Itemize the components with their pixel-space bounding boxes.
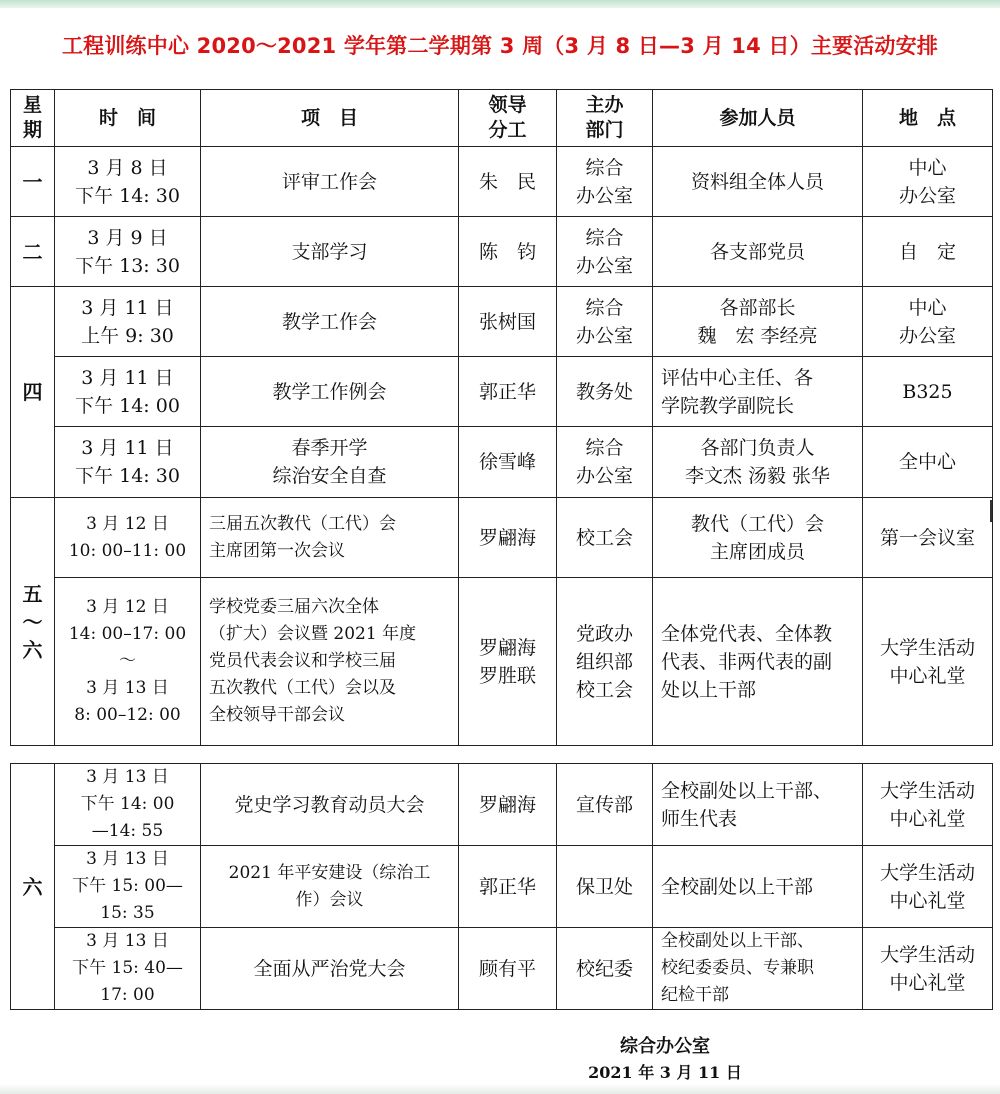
- place-cell: 中心 办公室: [863, 147, 993, 217]
- item-cell: 学校党委三届六次全体 （扩大）会议暨 2021 年度 党员代表会议和学校三届 五次教代（工代）会以及 全校领导干部会议: [201, 578, 459, 746]
- item-cell: 2021 年平安建设（综治工 作）会议: [201, 846, 459, 928]
- place-cell: 自 定: [863, 217, 993, 287]
- dept-cell: 综合 办公室: [557, 147, 653, 217]
- day-cell: 四: [11, 287, 55, 498]
- time-cell: 3 月 9 日 下午 13: 30: [55, 217, 201, 287]
- leader-cell: 郭正华: [459, 357, 557, 427]
- header-day: 星 期: [11, 90, 55, 147]
- leader-cell: 徐雪峰: [459, 427, 557, 498]
- item-cell: 全面从严治党大会: [201, 928, 459, 1010]
- place-cell: 大学生活动 中心礼堂: [863, 764, 993, 846]
- item-cell: 三届五次教代（工代）会 主席团第一次会议: [201, 498, 459, 578]
- dept-cell: 保卫处: [557, 846, 653, 928]
- place-cell: 中心 办公室: [863, 287, 993, 357]
- time-cell: 3 月 11 日 下午 14: 30: [55, 427, 201, 498]
- time-cell: 3 月 12 日 14: 00–17: 00 ～ 3 月 13 日 8: 00–12: 00: [55, 578, 201, 746]
- header-item: 项 目: [201, 90, 459, 147]
- table-row: [11, 287, 993, 357]
- table-row: [11, 578, 993, 746]
- place-cell: 大学生活动 中心礼堂: [863, 928, 993, 1010]
- time-cell: 3 月 13 日 下午 14: 00 —14: 55: [55, 764, 201, 846]
- header-dept: 主办 部门: [557, 90, 653, 147]
- leader-cell: 顾有平: [459, 928, 557, 1010]
- dept-cell: 教务处: [557, 357, 653, 427]
- dept-cell: 综合 办公室: [557, 287, 653, 357]
- dept-cell: 校工会: [557, 498, 653, 578]
- time-cell: 3 月 13 日 下午 15: 40— 17: 00: [55, 928, 201, 1010]
- table-row: [11, 427, 993, 498]
- day-cell: 二: [11, 217, 55, 287]
- schedule-table-saturday: [10, 763, 993, 1010]
- time-cell: 3 月 12 日 10: 00–11: 00: [55, 498, 201, 578]
- header-leader: 领导 分工: [459, 90, 557, 147]
- people-cell: 全校副处以上干部、 校纪委委员、专兼职 纪检干部: [653, 928, 863, 1010]
- time-cell: 3 月 11 日 下午 14: 00: [55, 357, 201, 427]
- people-cell: 各部门负责人 李文杰 汤毅 张华: [653, 427, 863, 498]
- table-row: [11, 217, 993, 287]
- place-cell: 第一会议室: [863, 498, 993, 578]
- edge-mark: [990, 500, 992, 522]
- item-cell: 评审工作会: [201, 147, 459, 217]
- table-row: [11, 846, 993, 928]
- place-cell: 大学生活动 中心礼堂: [863, 846, 993, 928]
- dept-cell: 综合 办公室: [557, 217, 653, 287]
- schedule-table-weekdays: [10, 89, 993, 746]
- people-cell: 全校副处以上干部、 师生代表: [653, 764, 863, 846]
- item-cell: 教学工作例会: [201, 357, 459, 427]
- leader-cell: 罗翩海: [459, 498, 557, 578]
- item-cell: 春季开学 综治安全自查: [201, 427, 459, 498]
- day-cell: 六: [11, 764, 55, 1010]
- people-cell: 全体党代表、全体教 代表、非两代表的副 处以上干部: [653, 578, 863, 746]
- place-cell: B325: [863, 357, 993, 427]
- day-cell: 五～六: [11, 498, 55, 746]
- item-cell: 党史学习教育动员大会: [201, 764, 459, 846]
- table-row: [11, 498, 993, 578]
- header-people: 参加人员: [653, 90, 863, 147]
- top-color-strip: [0, 0, 1000, 8]
- time-cell: 3 月 11 日 上午 9: 30: [55, 287, 201, 357]
- table-row: [11, 147, 993, 217]
- day-cell: 一: [11, 147, 55, 217]
- table-row: [11, 928, 993, 1010]
- place-cell: 全中心: [863, 427, 993, 498]
- people-cell: 教代（工代）会 主席团成员: [653, 498, 863, 578]
- header-place: 地 点: [863, 90, 993, 147]
- leader-cell: 郭正华: [459, 846, 557, 928]
- footer-org: 综合办公室: [620, 1036, 710, 1057]
- leader-cell: 陈 钧: [459, 217, 557, 287]
- table-header-row: [11, 90, 993, 147]
- dept-cell: 校纪委: [557, 928, 653, 1010]
- people-cell: 各支部党员: [653, 217, 863, 287]
- people-cell: 评估中心主任、各 学院教学副院长: [653, 357, 863, 427]
- leader-cell: 朱 民: [459, 147, 557, 217]
- header-time: 时 间: [55, 90, 201, 147]
- item-cell: 教学工作会: [201, 287, 459, 357]
- leader-cell: 罗翩海 罗胜联: [459, 578, 557, 746]
- time-cell: 3 月 8 日 下午 14: 30: [55, 147, 201, 217]
- people-cell: 全校副处以上干部: [653, 846, 863, 928]
- footer-date: 2021 年 3 月 11 日: [588, 1063, 742, 1082]
- item-cell: 支部学习: [201, 217, 459, 287]
- bottom-color-strip: [0, 1084, 1000, 1094]
- document-title: 工程训练中心 2020～2021 学年第二学期第 3 周（3 月 8 日—3 月 14 日）主要活动安排: [61, 34, 939, 58]
- table-row: [11, 357, 993, 427]
- table-row: [11, 764, 993, 846]
- dept-cell: 综合 办公室: [557, 427, 653, 498]
- leader-cell: 罗翩海: [459, 764, 557, 846]
- leader-cell: 张树国: [459, 287, 557, 357]
- place-cell: 大学生活动 中心礼堂: [863, 578, 993, 746]
- people-cell: 各部部长 魏 宏 李经亮: [653, 287, 863, 357]
- people-cell: 资料组全体人员: [653, 147, 863, 217]
- dept-cell: 党政办 组织部 校工会: [557, 578, 653, 746]
- dept-cell: 宣传部: [557, 764, 653, 846]
- time-cell: 3 月 13 日 下午 15: 00— 15: 35: [55, 846, 201, 928]
